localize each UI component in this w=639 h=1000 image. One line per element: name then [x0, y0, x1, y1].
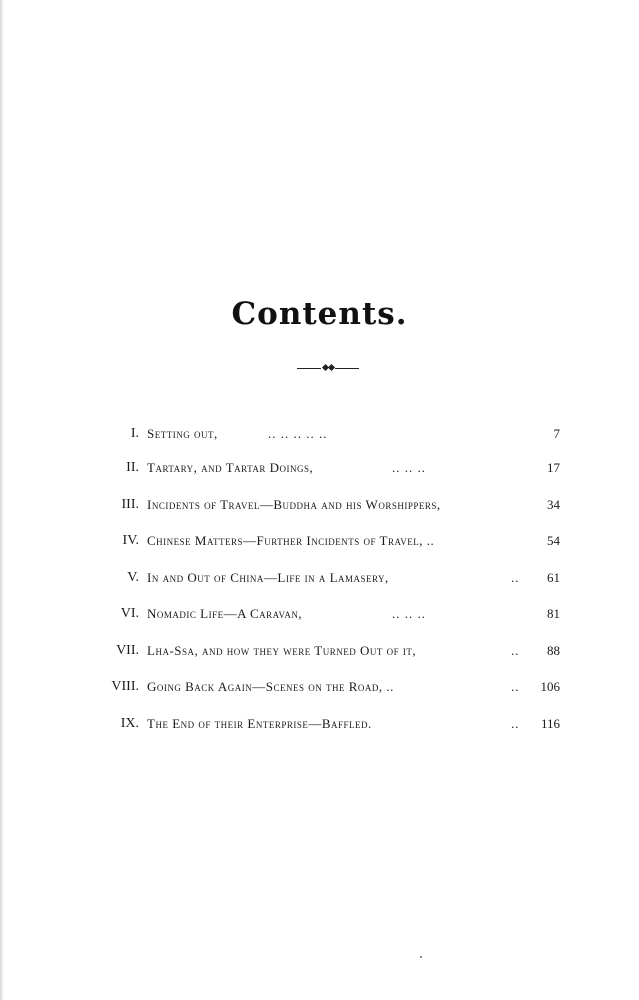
toc-entry-6: [0, 600, 639, 628]
toc-entry-9: [0, 710, 639, 738]
chapter-number: VIII.: [111, 679, 139, 694]
toc-entry-8: [0, 673, 639, 701]
dot-leaders: ..: [511, 570, 520, 585]
chapter-title: Setting out,: [147, 426, 218, 441]
chapter-number: IX.: [120, 716, 139, 731]
page-number: 7: [553, 426, 560, 441]
chapter-number: VII.: [116, 643, 139, 658]
dot-leaders: ..: [511, 716, 520, 731]
page-number: 106: [540, 679, 560, 694]
rule-line-left: [297, 368, 321, 369]
chapter-number: V.: [127, 570, 139, 585]
dot-leaders: .. .. .. .. ..: [268, 426, 328, 441]
page-number: 61: [547, 570, 560, 585]
toc-entry-3: [0, 491, 639, 519]
toc-entry-1: [0, 420, 639, 448]
toc-entry-7: [0, 637, 639, 665]
chapter-number: II.: [126, 460, 139, 475]
chapter-title: Tartary, and Tartar Doings,: [147, 460, 314, 475]
page-number: 34: [547, 497, 560, 512]
chapter-number: III.: [121, 497, 139, 512]
chapter-title: The End of their Enterprise—Baffled.: [147, 716, 372, 731]
dot-leaders: .. .. ..: [392, 606, 426, 621]
rule-line-right: [335, 368, 359, 369]
page-number: 81: [547, 606, 560, 621]
chapter-number: IV.: [122, 533, 139, 548]
page-number: 88: [547, 643, 560, 658]
chapter-number: VI.: [120, 606, 139, 621]
dot-leaders: ..: [511, 643, 520, 658]
chapter-title: Lha-Ssa, and how they were Turned Out of it,: [147, 643, 417, 658]
page-title: Contents.: [231, 296, 408, 332]
dot-leaders: .. .. ..: [392, 460, 426, 475]
toc-entry-4: [0, 527, 639, 555]
chapter-title: Incidents of Travel—Buddha and his Worshippers,: [147, 497, 441, 512]
chapter-title: In and Out of China—Life in a Lamasery,: [147, 570, 389, 585]
chapter-title: Nomadic Life—A Caravan,: [147, 606, 303, 621]
chapter-title: Going Back Again—Scenes on the Road, ..: [147, 679, 394, 694]
page-number: 17: [547, 460, 560, 475]
page-number: 116: [540, 716, 560, 731]
toc-entry-5: [0, 564, 639, 592]
dot-leaders: ..: [511, 679, 520, 694]
chapter-title: Chinese Matters—Further Incidents of Travel, ..: [147, 533, 435, 548]
rule-diamond-icon: [328, 364, 335, 371]
ornamental-rule: [297, 362, 359, 374]
toc-entry-2: [0, 454, 639, 482]
ink-speck: [420, 956, 422, 958]
chapter-number: I.: [130, 426, 139, 441]
page-number: 54: [547, 533, 560, 548]
